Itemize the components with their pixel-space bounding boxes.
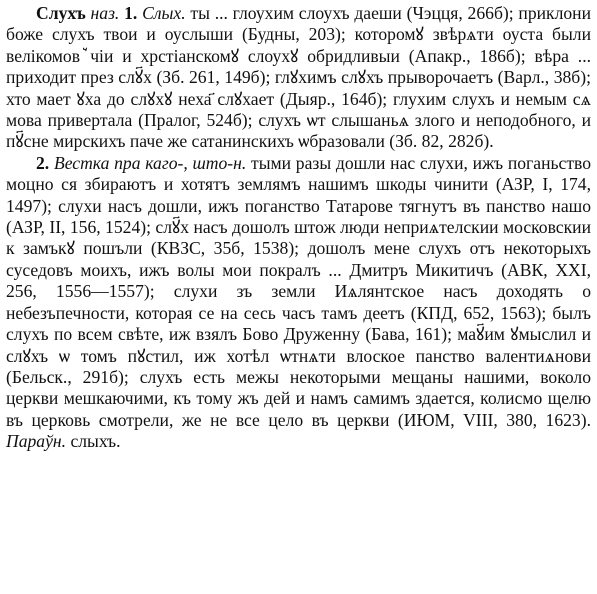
- sense-1-number: 1.: [124, 3, 138, 23]
- compare-reference: слыхъ.: [70, 431, 121, 452]
- part-of-speech: наз.: [90, 3, 120, 23]
- entry-sense-1: [6, 3, 591, 153]
- sense-1-gloss: Слых.: [142, 3, 186, 23]
- compare-label: Параўн.: [6, 431, 67, 452]
- sense-2-citations: тыми разы дошли нас слухи, ижъ поганьство моцно ся збираютъ и хотятъ землямъ нашимъ шкоды чинити (АЗР, I, 174, 1497); слухи насъ дошли, ижъ поганство Татарове тягнутъ въ панство нашо (АЗР, II, 156, 1524); слꙋ҃х насъ дошолъ штож люди неприѧтелскии московскии к замъкꙋ пошъли (КВЗС, 35б, 1538); дошолъ мене слухъ отъ некоторыхъ суседовъ моихъ, ижъ волы мои покралъ ... Дмитръ Микитичъ (АВК, XXI, 256, 1556—1557); слухи зъ земли Иѧлянтское насъ доходять о небезъпечности, которая се на сесь часъ тамъ деетъ (КПД, 652, 1563); былъ слухъ по всем свѣте, иж взялъ Бово Друженну (Бава, 161); маꙋ҃им ꙋмыслил и слꙋхъ ѡ томъ пꙋстил, иж хотѣл ѡтнѧти влоское панство валентиѧнови (Бельск., 291б); слухъ есть межы некоторыми мещаны нашими, воколо церкви мешкаючими, къ тому жъ дей и намъ самимъ здается, колисмо щелю въ церковь смотрели, же не все цело въ церкви (ИЮМ, VIII, 380, 1623).: [6, 152, 591, 430]
- entry-sense-2: [6, 153, 591, 453]
- sense-2-number: 2.: [36, 152, 50, 173]
- headword: Слухъ: [36, 3, 86, 23]
- sense-2-gloss: Вестка пра каго-, што-н.: [53, 152, 247, 173]
- sense-1-citations: ты ... глоухим слоухъ даеши (Чэцця, 266б); приклони боже слухъ твои и оуслыши (Будны, 203); которомꙋ звѣрѧти оуста были велікомовꙿчіи и хрстіанскомꙋ слоухꙋ обридливыи (Апакр., 186б); вѣра ... приходит през слꙋ҃х (Зб. 261, 149б); глꙋхимъ слꙋхъ прыворочаетъ (Варл., 38б); хто мает ꙋха до слꙋхꙋ неха҃ слꙋхает (Дыяр., 164б); глухим слухъ и немым сѧ мова привертала (Пралог, 524б); слухъ ѡт слышаньѧ злого и неподобного, и пꙋ҃сне мирскихъ паче же сатанинскихъ ѡбразовали (Зб. 82, 282б).: [6, 3, 591, 152]
